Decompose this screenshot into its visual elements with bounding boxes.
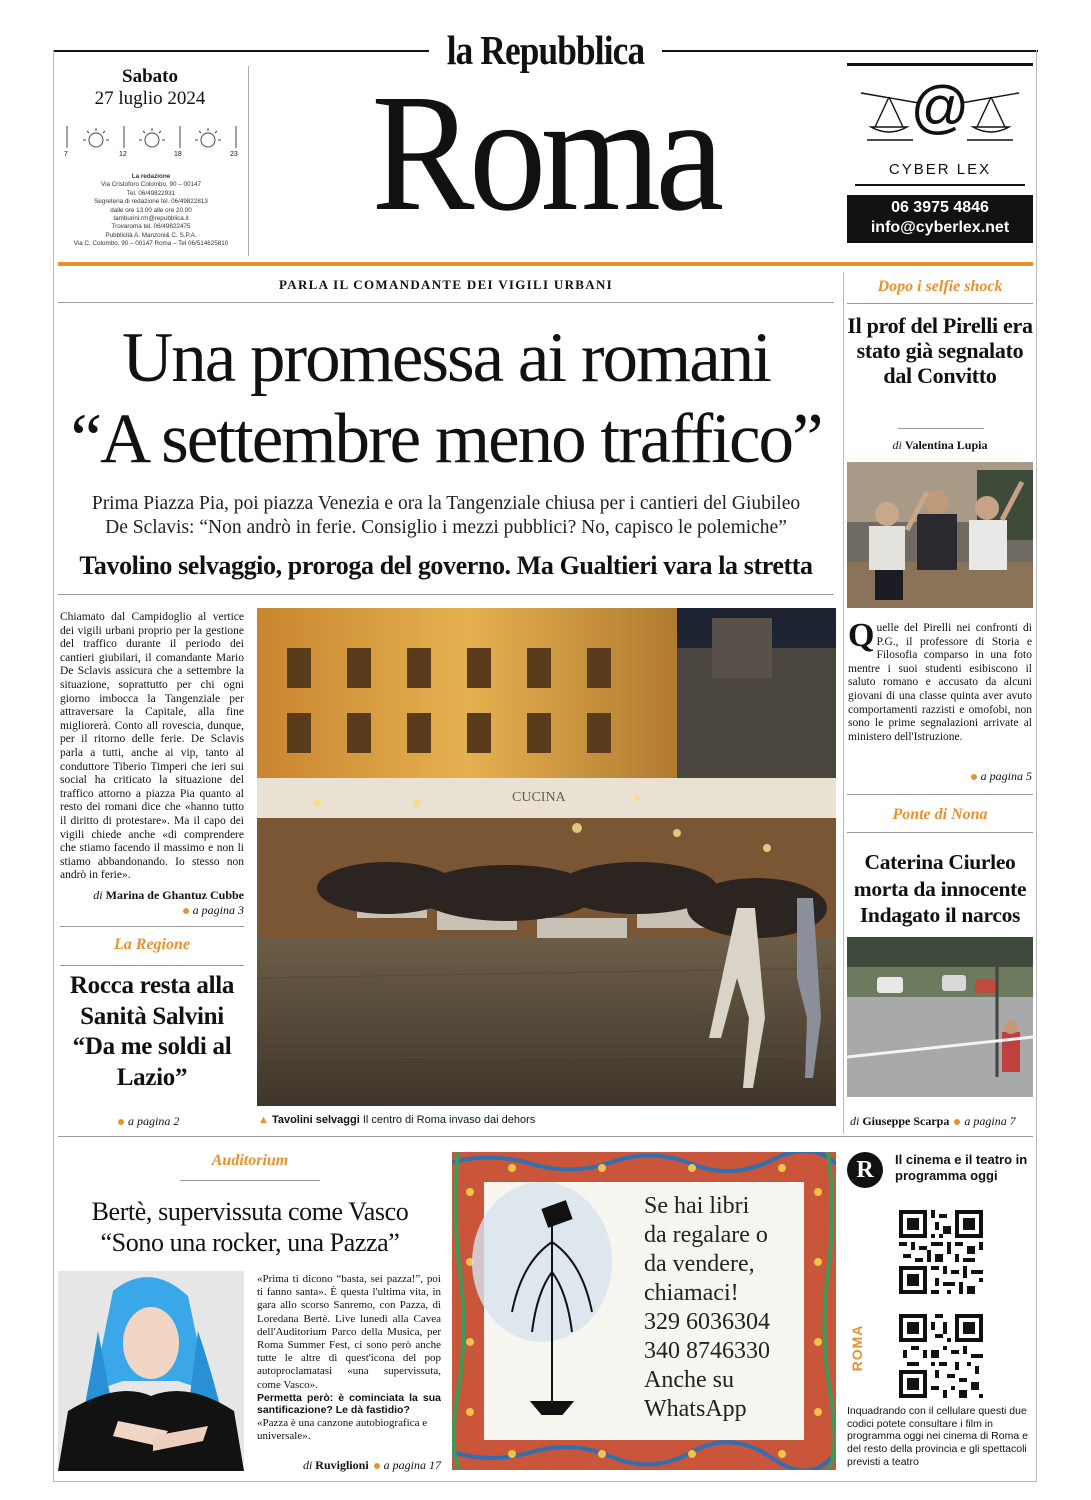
- main-byline-name: Marina de Ghantuz Cubbe: [105, 888, 244, 902]
- cinema-box: [847, 1150, 1033, 1470]
- ad-libri[interactable]: [452, 1152, 836, 1470]
- brand-logo: la Repubblica: [446, 27, 645, 73]
- weather-strip: [62, 124, 247, 160]
- scales-icon: [857, 75, 1023, 145]
- weather-temp-1: 7: [64, 151, 68, 158]
- date-day: Sabato: [122, 66, 178, 87]
- pirelli-page-ref[interactable]: a pagina 5: [848, 769, 1032, 784]
- auditorium-headline-line-2: “Sono una rocker, una Pazza”: [100, 1228, 400, 1257]
- redazione-line: Via Cristoforo Colombo, 90 – 00147: [101, 181, 201, 189]
- cinema-side-label: ROMA: [849, 1324, 865, 1372]
- edition-title: Roma: [371, 60, 719, 246]
- ponte-kicker: Ponte di Nona: [892, 806, 988, 823]
- auditorium-body: «Prima ti dicono “basta, sei pazza!”, poi ti fanno santa». È questa l'ultima vita, in gara allo scorso Sanremo, con Pazza, di Loredana Bertè. Live lunedì alla Cavea dell'Auditorium Parco della Musica, per Roma Summer Fest, ci sono però anche tutte le altre di quest'icona del pop autoproclamatasi «una supervissuta, come Vasco». Permetta però: è cominciata la sua santificazione? Le dà fastidio? «Pazza è una canzone autobiografica e universale».: [257, 1273, 441, 1443]
- auditorium-byline: di Ruviglioni a pagina 17: [302, 1458, 441, 1472]
- regione-kicker: La Regione: [114, 936, 190, 953]
- ponte-page-ref[interactable]: a pagina 7: [964, 1114, 1016, 1128]
- auditorium-headline-line-1: Bertè, supervissuta come Vasco: [91, 1197, 409, 1226]
- redazione-line: Segreteria di redazione tel. 06/49822813: [94, 198, 208, 206]
- regione-page-ref[interactable]: a pagina 2: [118, 1114, 244, 1129]
- ad-libri-phone-2: 340 8746330: [644, 1338, 770, 1364]
- weather-temp-3: 18: [174, 151, 182, 158]
- ad-libri-phone-1: 329 6036304: [644, 1309, 770, 1335]
- cyberlex-email: info@cyberlex.net: [870, 219, 1010, 236]
- ponte-headline[interactable]: Caterina Ciurleo morta da innocente Indagato il narcos: [853, 850, 1027, 927]
- qr-code-cinema[interactable]: [899, 1210, 983, 1294]
- pirelli-photo: [847, 462, 1033, 608]
- redazione-line: Trovaroma tel. 06/49822475: [111, 223, 191, 231]
- redazione-info: [58, 173, 244, 249]
- secondary-headline: Tavolino selvaggio, proroga del governo. Ma Gualtieri vara la stretta: [79, 551, 813, 580]
- main-page-ref[interactable]: a pagina 3: [60, 903, 244, 918]
- cyberlex-name: CYBER LEX: [888, 161, 992, 178]
- weather-icons: [62, 124, 247, 160]
- ponte-byline: di Giuseppe Scarpa a pagina 7: [850, 1114, 1016, 1128]
- main-overline: PARLA IL COMANDANTE DEI VIGILI URBANI: [278, 277, 614, 292]
- photo-caption-text: Il centro di Roma invaso dai dehors: [362, 1114, 536, 1126]
- auditorium-question: Permetta però: è cominciata la sua santificazione? Le dà fastidio?: [257, 1391, 441, 1417]
- date-full: 27 luglio 2024: [94, 88, 206, 109]
- main-headline-line-1: Una promessa ai romani: [121, 319, 771, 397]
- photo-caption-bold: Tavolini selvaggi: [271, 1114, 360, 1126]
- auditorium-page-ref[interactable]: a pagina 17: [383, 1458, 441, 1472]
- cyberlex-contact: [847, 195, 1033, 243]
- auditorium-kicker: Auditorium: [211, 1152, 289, 1169]
- pirelli-byline: di Valentina Lupia: [892, 438, 988, 452]
- cinema-description: Inquadrando con il cellulare questi due codici potete consultare i film in programma oggi nei cinema di Roma e del resto della provincia e gli spettacoli previsti a teatro: [847, 1405, 1028, 1468]
- cyberlex-phone: 06 3975 4846: [891, 199, 989, 216]
- main-headline-line-2: “A settembre meno traffico”: [70, 400, 822, 478]
- main-subhead-line-1: Prima Piazza Pia, poi piazza Venezia e ora la Tangenziale chiusa per i cantieri del Giubileo: [91, 493, 801, 514]
- main-body: Chiamato dal Campidoglio al vertice dei vigili urbani proprio per la gestione del traffico durante il periodo dei cantieri giubilari, il comandante Mario De Sclavis assicura che a settembre la situazione, soprattutto per chi ogni giorno imbocca la Tangenziale per attraversare la Capitale, alla fine migliorerà. Conto all rovescia, dunque, per il ritorno delle ferie. De Sclavis parla a tutti, anche ai vip, tanto al conduttore Tiberio Timperi che ieri sui social ha criticato la situazione del traffico attorno a piazza Pia quanto al resto dei romani dice che «hanno tutto il diritto di protestare». Ma il capo dei vigili chiede anche «di comprendere che stiamo facendo il massimo e non li stiamo abbandonando. Io stesso non andrò in ferie».: [60, 611, 244, 882]
- main-photo: [257, 608, 836, 1106]
- pirelli-dropcap: Q: [848, 617, 875, 654]
- redazione-line: Tel. 06/49822931: [126, 189, 176, 197]
- pirelli-headline[interactable]: Il prof del Pirelli era stato già segnalato dal Convitto: [847, 313, 1033, 388]
- main-headline: [58, 318, 834, 480]
- svg-text:CUCINA: CUCINA: [512, 790, 566, 805]
- qr-code-teatro[interactable]: [899, 1314, 983, 1398]
- redazione-line: Via C. Colombo, 90 – 00147 Roma – Tel 06/514625810: [73, 240, 229, 248]
- ponte-photo: [847, 937, 1033, 1097]
- redazione-line: dalle ore 13.00 alle ore 20.00: [110, 206, 192, 214]
- repubblica-r-logo: R: [847, 1152, 883, 1188]
- main-subhead: [58, 492, 834, 540]
- redazione-title: La redazione: [131, 173, 171, 180]
- redazione-line: Pubblicità A. Manzoni& C. S.P.A.: [105, 231, 197, 239]
- svg-text:@: @: [910, 75, 970, 140]
- weather-temp-2: 12: [119, 151, 127, 158]
- pirelli-kicker: Dopo i selfie shock: [877, 278, 1003, 295]
- main-byline: di Marina de Ghantuz Cubbe: [93, 888, 244, 902]
- cinema-box-title: Il cinema e il teatro in programma oggi: [895, 1152, 1028, 1183]
- auditorium-headline[interactable]: [58, 1196, 442, 1258]
- berte-photo: [58, 1271, 244, 1471]
- ad-libri-text: Se hai libri da regalare o da vendere, chiamaci! 329 6036304 340 8746330 Anche su WhatsApp: [644, 1192, 804, 1424]
- pirelli-body: Quelle del Pirelli nei confronti di P.G., il professore di Storia e Filosofia comparso in una foto mentre i suoi studenti esibiscono il saluto romano e accusato da alcuni giovani di una classe quinta aver avuto comportamenti razzisti e omofobi, non sono le prime segnalazioni arrivate al ministero dell'Istruzione.: [848, 617, 1032, 743]
- ad-cyberlex[interactable]: [847, 63, 1033, 243]
- photo-caption: ▲ Tavolini selvaggi Il centro di Roma invaso dai dehors: [258, 1114, 536, 1126]
- regione-headline[interactable]: Rocca resta alla Sanità Salvini “Da me soldi al Lazio”: [69, 972, 235, 1091]
- weather-temp-4: 23: [230, 151, 238, 158]
- date-box: [60, 66, 240, 110]
- main-subhead-line-2: De Sclavis: “Non andrò in ferie. Consiglio i mezzi pubblici? No, capisco le polemiche”: [105, 517, 787, 538]
- auditorium-answer: «Pazza è una canzone autobiografica e universale».: [257, 1416, 428, 1443]
- redazione-line: tamburini.rm@repubblica.it: [113, 215, 189, 223]
